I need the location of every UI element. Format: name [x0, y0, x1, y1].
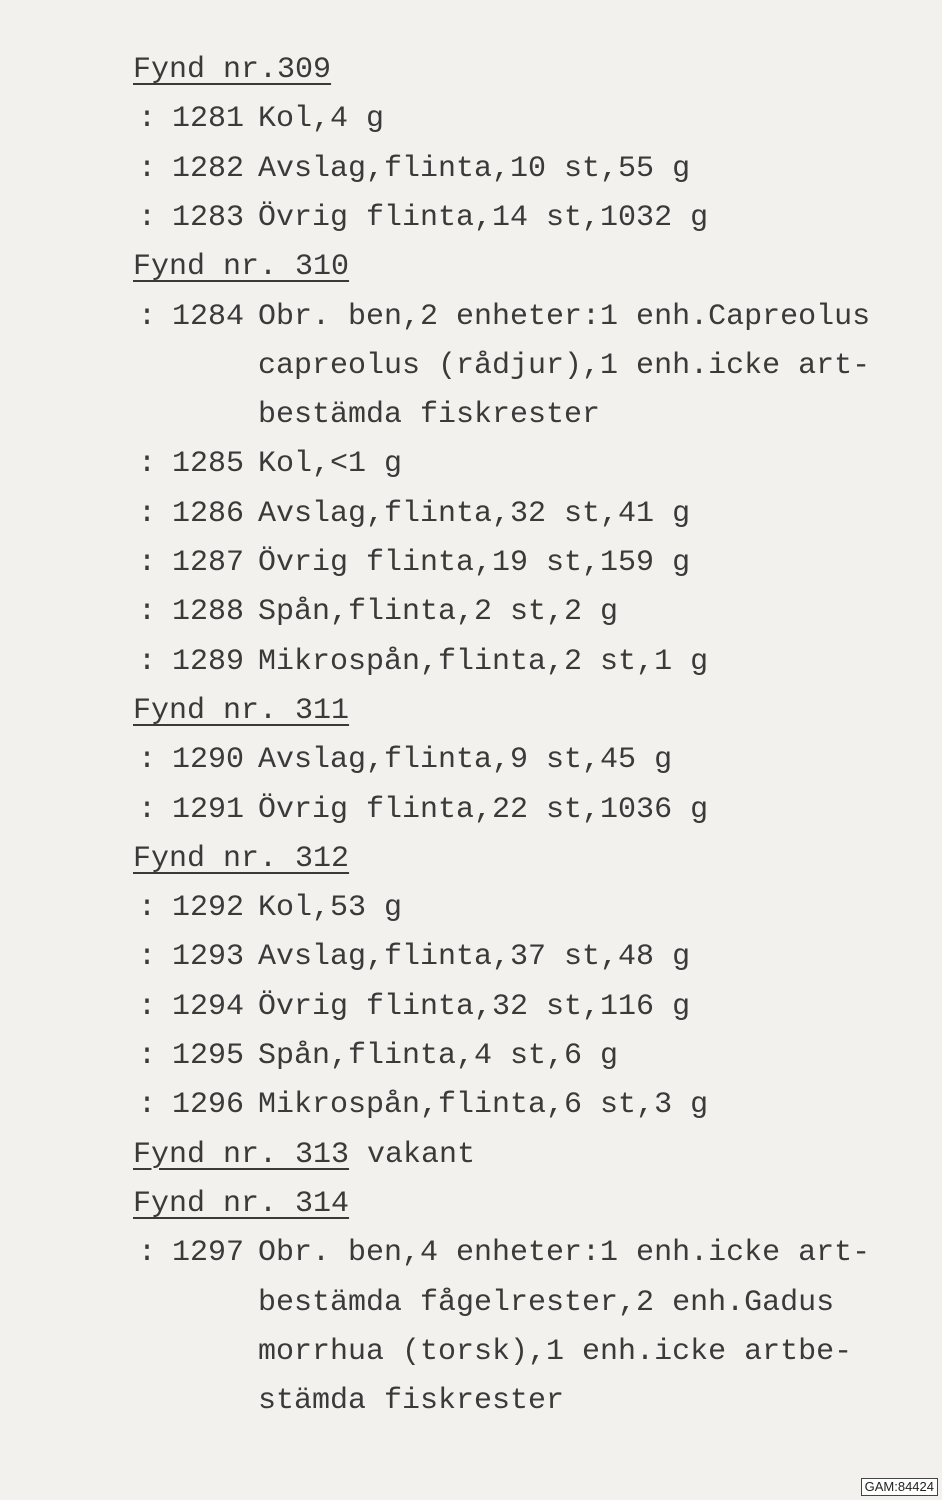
entry-description: Obr. ben,4 enheter:1 enh.icke art-: [258, 1236, 871, 1271]
entry-number: 1293: [172, 940, 245, 975]
entry-colon: :: [138, 1236, 157, 1271]
entry-description: Övrig flinta,22 st,1036 g: [258, 792, 709, 827]
entry-number: 1288: [172, 595, 245, 630]
find-heading: [133, 691, 349, 731]
catalog-entry: [138, 987, 690, 1027]
entry-number: 1286: [172, 496, 245, 531]
entry-colon: :: [138, 447, 157, 482]
entry-description: Avslag,flinta,32 st,41 g: [258, 496, 691, 531]
entry-description: Övrig flinta,14 st,1032 g: [258, 200, 709, 235]
entry-colon: :: [138, 989, 157, 1024]
entry-colon: :: [138, 200, 157, 235]
entry-number: 1291: [172, 792, 245, 827]
find-number-label: Fynd nr. 312: [133, 841, 350, 876]
catalog-entry: [138, 1233, 870, 1273]
entry-number: 1282: [172, 151, 245, 186]
find-number-label: Fynd nr. 311: [133, 693, 350, 728]
entry-number: 1281: [172, 102, 245, 137]
entry-description: Avslag,flinta,37 st,48 g: [258, 940, 691, 975]
entry-description: Kol,4 g: [258, 102, 385, 137]
entry-continuation: bestämda fågelrester,2 enh.Gadus: [258, 1285, 835, 1320]
catalog-entry: [138, 790, 708, 830]
entry-colon: :: [138, 299, 157, 334]
catalog-entry: [138, 297, 870, 337]
catalog-entry: [138, 592, 618, 632]
entry-colon: :: [138, 102, 157, 137]
find-note: vakant: [349, 1137, 476, 1172]
entry-number: 1295: [172, 1039, 245, 1073]
entry-continuation: stämda fiskrester: [258, 1384, 565, 1419]
entry-colon: :: [138, 496, 157, 531]
entry-colon: :: [138, 546, 157, 580]
entry-colon: :: [138, 1039, 157, 1073]
entry-description: Obr. ben,2 enheter:1 enh.Capreolus: [258, 299, 871, 334]
catalog-entry: [138, 198, 708, 238]
entry-number: 1297: [172, 1236, 245, 1271]
archive-stamp: GAM:84424: [861, 1478, 938, 1496]
entry-colon: :: [138, 891, 157, 926]
find-number-label: Fynd nr. 314: [133, 1186, 350, 1221]
entry-colon: :: [138, 1088, 157, 1123]
entry-description: Avslag,flinta,9 st,45 g: [258, 743, 673, 778]
entry-description: Mikrospån,flinta,2 st,1 g: [258, 644, 709, 679]
entry-colon: :: [138, 151, 157, 186]
entry-number: 1296: [172, 1088, 245, 1123]
find-number-label: Fynd nr.309: [133, 53, 332, 87]
entry-description: Avslag,flinta,10 st,55 g: [258, 151, 691, 186]
entry-description: Kol,<1 g: [258, 447, 403, 482]
entry-description: Övrig flinta,32 st,116 g: [258, 989, 691, 1024]
entry-number: 1285: [172, 447, 245, 482]
entry-description: Övrig flinta,19 st,159 g: [258, 546, 691, 580]
entry-description: Spån,flinta,4 st,6 g: [258, 1039, 619, 1073]
entry-continuation: morrhua (torsk),1 enh.icke artbe-: [258, 1334, 853, 1369]
find-heading: [133, 1184, 349, 1224]
find-number-label: Fynd nr. 310: [133, 250, 350, 285]
catalog-entry: [138, 937, 690, 977]
catalog-entry: [138, 99, 384, 139]
catalog-entry: [138, 642, 708, 682]
catalog-entry: [138, 888, 402, 928]
entry-colon: :: [138, 940, 157, 975]
find-heading: [133, 247, 349, 287]
entry-number: 1283: [172, 200, 245, 235]
entry-continuation: capreolus (rådjur),1 enh.icke art-: [258, 348, 871, 383]
catalog-entry: [138, 740, 672, 780]
entry-continuation: bestämda fiskrester: [258, 398, 601, 433]
entry-description: Mikrospån,flinta,6 st,3 g: [258, 1088, 709, 1123]
entry-colon: :: [138, 792, 157, 827]
entry-number: 1294: [172, 989, 245, 1024]
catalog-entry: [138, 149, 690, 189]
entry-number: 1284: [172, 299, 245, 334]
entry-number: 1290: [172, 743, 245, 778]
entry-colon: :: [138, 743, 157, 778]
catalog-entry: [138, 543, 690, 583]
find-heading: [133, 50, 331, 90]
find-heading: [133, 839, 349, 879]
catalog-entry: [138, 1085, 708, 1125]
entry-colon: :: [138, 644, 157, 679]
catalog-entry: [138, 494, 690, 534]
entry-description: Kol,53 g: [258, 891, 403, 926]
entry-number: 1292: [172, 891, 245, 926]
catalog-entry: [138, 444, 402, 484]
entry-colon: :: [138, 595, 157, 630]
entry-number: 1287: [172, 546, 245, 580]
find-number-label: Fynd nr. 313: [133, 1137, 350, 1172]
find-heading: [133, 1135, 475, 1175]
catalog-entry: [138, 1036, 618, 1076]
entry-number: 1289: [172, 644, 245, 679]
entry-description: Spån,flinta,2 st,2 g: [258, 595, 619, 630]
